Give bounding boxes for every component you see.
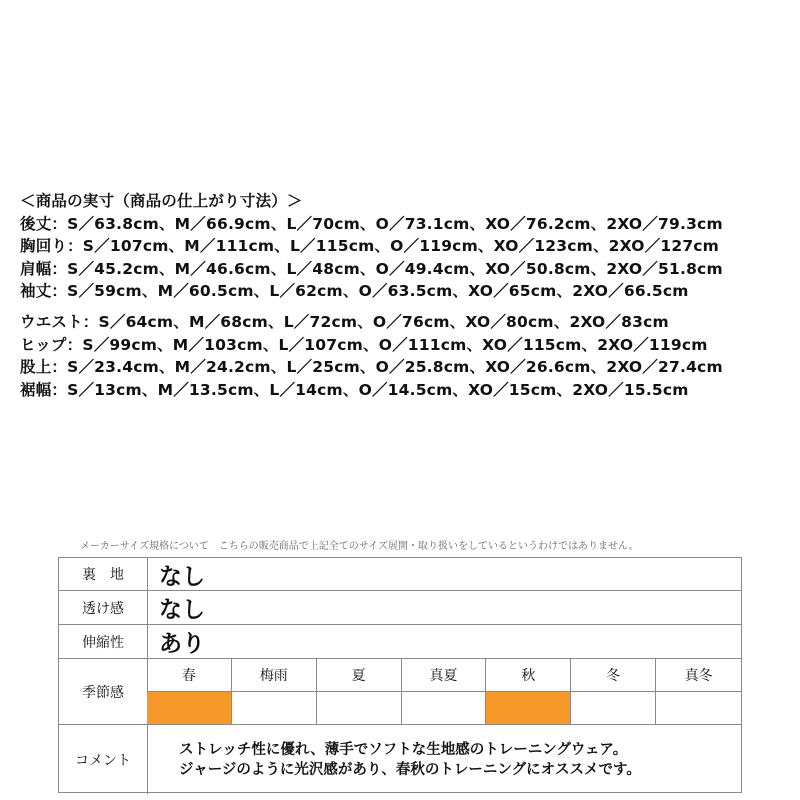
season-marker (656, 692, 741, 724)
season-marker (317, 692, 402, 724)
season-marker-active (147, 692, 232, 724)
season-name: 夏 (317, 659, 402, 692)
measurement-line: 裾幅：S／13cm、M／13.5cm、L／14cm、O／14.5cm、XO／15cm、2XO／15.5cm (20, 380, 689, 399)
lining-value: なし (159, 563, 205, 590)
measurement-line: 肩幅：S／45.2cm、M／46.6cm、L／48cm、O／49.4cm、XO／50.8cm、2XO／51.8cm (20, 259, 723, 278)
measurement-line: 胸回り：S／107cm、M／111cm、L／115cm、O／119cm、XO／123cm、2XO／127cm (20, 237, 720, 256)
measurement-line: ウエスト：S／64cm、M／68cm、L／72cm、O／76cm、XO／80cm、2XO／83cm (20, 312, 669, 331)
season-name: 冬 (571, 659, 656, 692)
stretch-value: あり (159, 631, 205, 657)
spec-row-lining (59, 558, 741, 591)
spec-row-sheer (59, 591, 741, 625)
spec-row-stretch (59, 625, 741, 659)
measurement-line: ヒップ：S／99cm、M／103cm、L／107cm、O／111cm、XO／115cm、2XO／119cm (20, 335, 708, 354)
season-name: 春 (147, 659, 232, 692)
season-marker-active (486, 692, 571, 724)
season-name: 真冬 (656, 659, 741, 692)
spec-row-season (59, 659, 741, 725)
measurement-line: 後丈：S／63.8cm、M／66.9cm、L／70cm、O／73.1cm、XO／76.2cm、2XO／79.3cm (20, 214, 723, 233)
season-name: 梅雨 (232, 659, 317, 692)
season-marker (232, 692, 317, 724)
season-marker (571, 692, 656, 724)
comment-line: ジャージのように光沢感があり、春秋のトレーニングにオススメです。 (179, 761, 641, 778)
measurement-line: 股上：S／23.4cm、M／24.2cm、L／25cm、O／25.8cm、XO／26.6cm、2XO／27.4cm (20, 358, 723, 377)
size-notice: メーカーサイズ規格について こちらの販売商品で上記全てのサイズ展開・取り扱いをしているというわけではありません。 (80, 541, 639, 552)
measurement-heading: ＜商品の実寸（商品の仕上がり寸法）＞ (20, 192, 303, 210)
season-name: 秋 (486, 659, 571, 692)
sheer-value: なし (159, 597, 205, 623)
season-grid (147, 659, 741, 724)
season-marker (402, 692, 487, 724)
spec-row-comment (59, 725, 741, 794)
lining-label: 裏 地 (59, 558, 148, 590)
measurement-line: 袖丈：S／59cm、M／60.5cm、L／62cm、O／63.5cm、XO／65cm、2XO／66.5cm (20, 282, 689, 301)
season-label: 季節感 (59, 659, 148, 724)
season-name: 真夏 (402, 659, 487, 692)
sheer-label: 透け感 (59, 591, 148, 624)
spec-table (58, 557, 742, 793)
comment-label: コメント (59, 725, 148, 794)
measurement-block (20, 190, 790, 401)
stretch-label: 伸縮性 (59, 625, 148, 658)
comment-line: ストレッチ性に優れ、薄手でソフトな生地感のトレーニングウェア。 (179, 741, 628, 758)
comment-text (179, 725, 641, 794)
